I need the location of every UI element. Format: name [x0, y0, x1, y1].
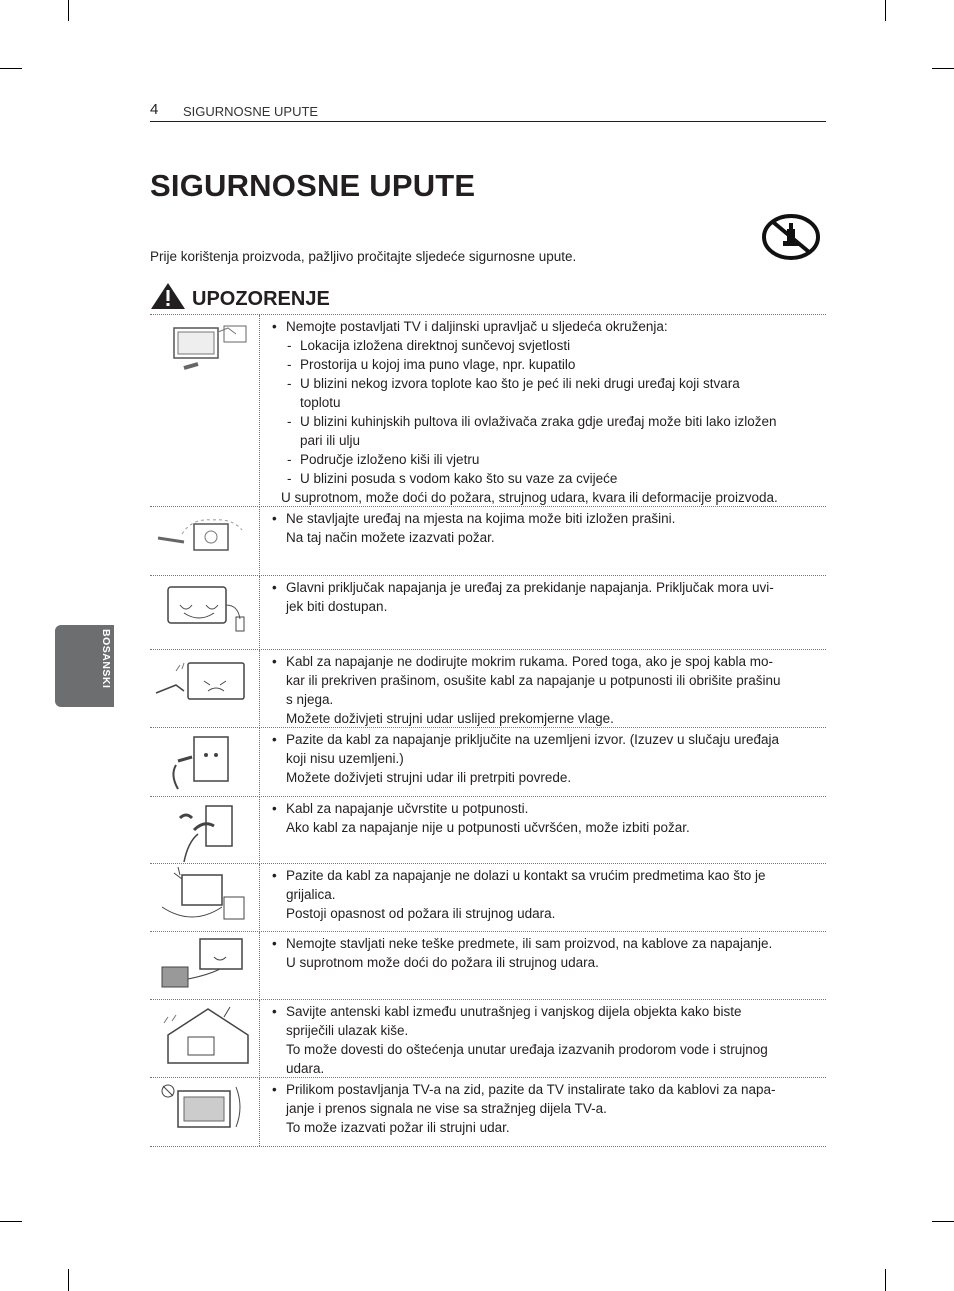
column-divider: [259, 864, 260, 932]
sub-item: - U blizini nekog izvora toplote kao što je peć ili neki drugi uređaj koji stvara: [272, 374, 812, 393]
safety-text: [272, 317, 812, 507]
safety-text: [272, 509, 812, 547]
warning-triangle-icon: [150, 282, 186, 310]
safety-row: [150, 931, 826, 1000]
column-divider: [259, 797, 260, 864]
safety-text: [272, 578, 812, 616]
column-divider: [259, 507, 260, 576]
column-divider: [259, 315, 260, 507]
column-divider: [259, 1078, 260, 1146]
warning-heading-label: UPOZORENJE: [192, 288, 330, 310]
sub-item: - Prostorija u kojoj ima puno vlage, npr. kupatilo: [272, 355, 812, 374]
safety-text: [272, 1080, 812, 1137]
bullet-item: • Savijte antenski kabl između unutrašnjeg i vanjskog dijela objekta kako biste: [272, 1002, 812, 1021]
text-line: Možete doživjeti strujni udar ili pretrpiti povrede.: [286, 770, 572, 785]
safety-text: [272, 866, 812, 923]
text-line: spriječili ulazak kiše.: [286, 1023, 409, 1038]
bullet-item: • Pazite da kabl za napajanje priključite na uzemljeni izvor. (Izuzev u slučaju uređaja: [272, 730, 812, 749]
text-line: U suprotnom može doći do požara ili strujnog udara.: [286, 955, 599, 970]
language-tab: [55, 625, 114, 707]
sub-item: - U blizini kuhinjskih pultova ili ovlaživača zraka gdje uređaj može biti lako izložen: [272, 412, 812, 431]
text-line: kar ili prekriven prašinom, osušite kabl za napajanje u potpunosti ili obrišite prašinu: [286, 673, 781, 688]
text-line: janje i prenos signala ne vise sa stražnjeg dijela TV-a.: [286, 1101, 607, 1116]
text-line: Možete doživjeti strujni udar uslijed prekomjerne vlage.: [286, 711, 614, 726]
safety-text: [272, 652, 812, 728]
header-rule: [150, 121, 826, 122]
safety-text: [272, 799, 812, 837]
safety-row: [150, 1077, 826, 1147]
safety-row: [150, 863, 826, 932]
column-divider: [259, 650, 260, 728]
bullet-item: • Pazite da kabl za napajanje ne dolazi u kontakt sa vrućim predmetima kao što je: [272, 866, 812, 885]
column-divider: [259, 1000, 260, 1078]
safety-illustration: [154, 510, 254, 574]
text-line: toplotu: [300, 395, 341, 410]
text-line: grijalica.: [286, 887, 336, 902]
safety-row: [150, 999, 826, 1078]
safety-row: [150, 796, 826, 864]
safety-illustration: [154, 867, 254, 931]
safety-illustration: [154, 579, 254, 643]
safety-illustration: [154, 653, 254, 717]
safety-illustration: [154, 318, 254, 382]
crop-mark: [885, 1269, 886, 1291]
text-line: jek biti dostupan.: [286, 599, 388, 614]
safety-illustration: [154, 731, 254, 795]
crop-mark: [0, 68, 22, 69]
bullet-item: • Nemojte stavljati neke teške predmete, ili sam proizvod, na kablove za napajanje.: [272, 934, 812, 953]
text-line: s njega.: [286, 692, 334, 707]
safety-row: [150, 506, 826, 576]
safety-illustration: [154, 1081, 254, 1145]
safety-row: [150, 727, 826, 797]
bullet-item: • Prilikom postavljanja TV-a na zid, pazite da TV instalirate tako da kablovi za napa-: [272, 1080, 812, 1099]
text-line: koji nisu uzemljeni.): [286, 751, 404, 766]
safety-illustration: [154, 935, 254, 999]
language-tab-label: BOSANSKI: [100, 629, 112, 689]
safety-text: [272, 1002, 812, 1078]
sub-item: - Područje izloženo kiši ili vjetru: [272, 450, 812, 469]
no-disassembly-icon: [761, 212, 821, 262]
sub-item: - Lokacija izložena direktnoj sunčevoj svjetlosti: [272, 336, 812, 355]
text-line: U suprotnom, može doći do požara, strujnog udara, kvara ili deformacije proizvoda.: [281, 490, 778, 505]
intro-text: Prije korištenja proizvoda, pažljivo pročitajte sljedeće sigurnosne upute.: [150, 249, 577, 264]
column-divider: [259, 728, 260, 797]
crop-mark: [932, 1221, 954, 1222]
crop-mark: [932, 68, 954, 69]
page-title: SIGURNOSNE UPUTE: [150, 168, 476, 203]
crop-mark: [885, 0, 886, 21]
safety-illustration: [154, 1003, 254, 1067]
running-header: SIGURNOSNE UPUTE: [183, 104, 319, 119]
column-divider: [259, 932, 260, 1000]
safety-row: [150, 575, 826, 650]
bullet-item: • Kabl za napajanje ne dodirujte mokrim rukama. Pored toga, ako je spoj kabla mo-: [272, 652, 812, 671]
bullet-item: • Kabl za napajanje učvrstite u potpunosti.: [272, 799, 812, 818]
text-line: Ako kabl za napajanje nije u potpunosti učvršćen, može izbiti požar.: [286, 820, 690, 835]
crop-mark: [68, 0, 69, 21]
column-divider: [259, 576, 260, 650]
text-line: udara.: [286, 1061, 325, 1076]
bullet-item: • Ne stavljajte uređaj na mjesta na kojima može biti izložen prašini.: [272, 509, 812, 528]
text-line: To može izazvati požar ili strujni udar.: [286, 1120, 510, 1135]
text-line: pari ili ulju: [300, 433, 361, 448]
text-line: Na taj način možete izazvati požar.: [286, 530, 495, 545]
safety-text: [272, 730, 812, 787]
safety-text: [272, 934, 812, 972]
safety-row: [150, 649, 826, 728]
crop-mark: [0, 1221, 22, 1222]
text-line: To može dovesti do oštećenja unutar uređaja izazvanih prodorom vode i strujnog: [286, 1042, 768, 1057]
safety-row: [150, 314, 826, 507]
text-line: Postoji opasnost od požara ili strujnog udara.: [286, 906, 556, 921]
page-number: 4: [150, 101, 159, 118]
bullet-item: • Glavni priključak napajanja je uređaj za prekidanje napajanja. Priključak mora uvi-: [272, 578, 812, 597]
safety-illustration: [154, 800, 254, 864]
crop-mark: [68, 1269, 69, 1291]
sub-item: - U blizini posuda s vodom kako što su vaze za cvijeće: [272, 469, 812, 488]
bullet-item: • Nemojte postavljati TV i daljinski upravljač u sljedeća okruženja:: [272, 317, 812, 336]
